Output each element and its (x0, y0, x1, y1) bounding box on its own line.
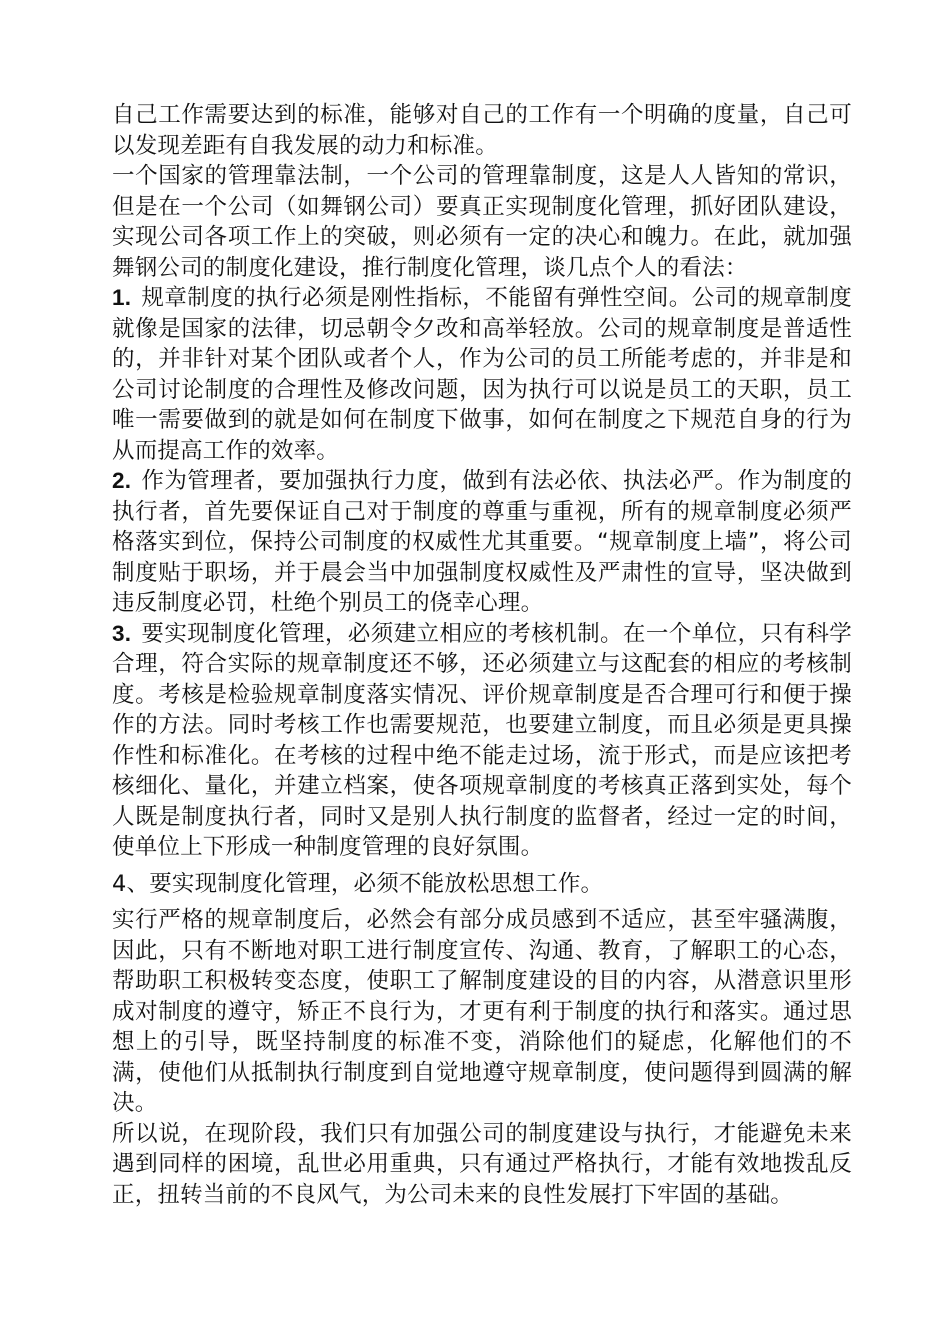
paragraph-management-overview: 一个国家的管理靠法制，一个公司的管理靠制度，这是人人皆知的常识，但是在一个公司（如舞钢公司）要真正实现制度化管理，抓好团队建设，实现公司各项工作上的突破，则必须有一定的决心和魄力。在此，就加强舞钢公司的制度化建设，推行制度化管理，谈几点个人的看法： (112, 163, 852, 281)
list-item-2-number: 2. (112, 468, 132, 493)
list-item-2-text: 作为管理者，要加强执行力度，做到有法必依、执法必严。作为制度的执行者，首先要保证自己对于制度的尊重与重视，所有的规章制度必须严格落实到位，保持公司制度的权威性尤其重要。“规章制度上墙”，将公司制度贴于职场，并于晨会当中加强制度权威性及严肃性的宣导，坚决做到违反制度必罚，杜绝个别员工的侥幸心理。 (112, 468, 852, 616)
paragraph-thought-work: 实行严格的规章制度后，必然会有部分成员感到不适应，甚至牢骚满腹，因此，只有不断地对职工进行制度宣传、沟通、教育，了解职工的心态，帮助职工积极转变态度，使职工了解制度建设的目的内容，从潜意识里形成对制度的遵守，矫正不良行为，才更有利于制度的执行和落实。通过思想上的引导，既坚持制度的标准不变，消除他们的疑虑，化解他们的不满，使他们从抵制执行制度到自觉地遵守规章制度，使问题得到圆满的解决。 (112, 907, 852, 1116)
list-item-2 (112, 466, 852, 619)
list-item-3-text: 要实现制度化管理，必须建立相应的考核机制。在一个单位，只有科学合理，符合实际的规章制度还不够，还必须建立与这配套的相应的考核制度。考核是检验规章制度落实情况、评价规章制度是否合理可行和便于操作的方法。同时考核工作也需要规范，也要建立制度，而且必须是更具操作性和标准化。在考核的过程中绝不能走过场，流于形式，而是应该把考核细化、量化，并建立档案，使各项规章制度的考核真正落到实处，每个人既是制度执行者，同时又是别人执行制度的监督者，经过一定的时间，使单位上下形成一种制度管理的良好氛围。 (112, 620, 852, 860)
paragraph-intro-continuation: 自己工作需要达到的标准，能够对自己的工作有一个明确的度量，自己可以发现差距有自我发展的动力和标准。 (112, 102, 852, 159)
paragraph-conclusion: 所以说，在现阶段，我们只有加强公司的制度建设与执行，才能避免未来遇到同样的困境，乱世必用重典，只有通过严格执行，才能有效地拨乱反正，扭转当前的不良风气，为公司未来的良性发展打下牢固的基础。 (112, 1120, 852, 1208)
document-body (112, 100, 852, 1210)
list-item-1-text: 规章制度的执行必须是刚性指标，不能留有弹性空间。公司的规章制度就像是国家的法律，切忌朝令夕改和高举轻放。公司的规章制度是普适性的，并非针对某个团队或者个人，作为公司的员工所能考虑的，并非是和公司讨论制度的合理性及修改问题，因为执行可以说是员工的天职，员工唯一需要做到的就是如何在制度下做事，如何在制度之下规范自身的行为从而提高工作的效率。 (112, 285, 852, 464)
list-item-1-number: 1. (112, 285, 132, 310)
list-item-1 (112, 283, 852, 466)
list-item-3 (112, 619, 852, 863)
list-item-3-number: 3. (112, 620, 132, 646)
list-item-4-heading: 4、要实现制度化管理，必须不能放松思想工作。 (112, 870, 604, 897)
